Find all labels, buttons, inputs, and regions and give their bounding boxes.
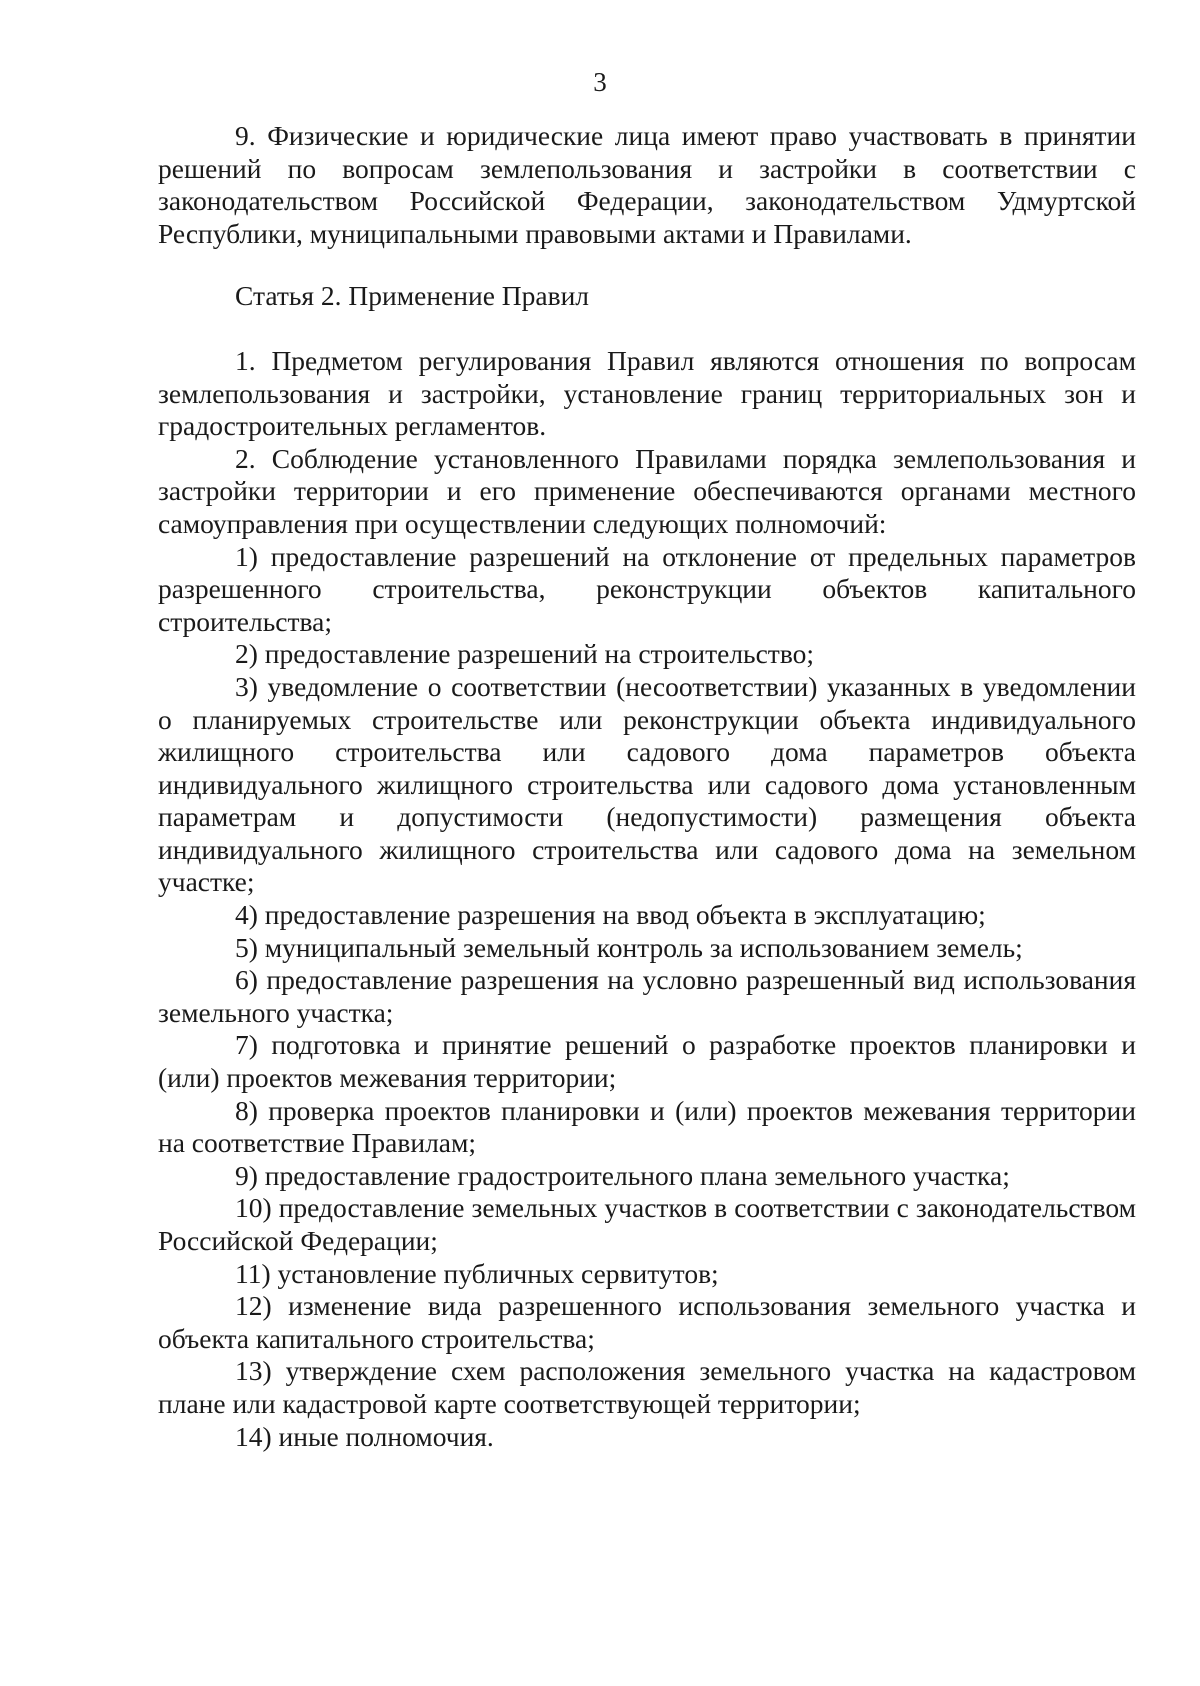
article-2-paragraph-2: 2. Соблюдение установленного Правилами порядка землепользования и застройки территории и его применение обеспечиваются органами местного самоуправления при осуществлении следующих полномочий: (158, 442, 1136, 539)
list-item-5: 5) муниципальный земельный контроль за использованием земель; (235, 931, 1023, 963)
document-body (158, 120, 1136, 1453)
list-item-13: 13) утверждение схем расположения земельного участка на кадастровом плане или кадастровой карте соответствующей территории; (158, 1355, 1136, 1419)
list-item-12: 12) изменение вида разрешенного использования земельного участка и объекта капитального строительства; (158, 1290, 1136, 1354)
list-item-11: 11) установление публичных сервитутов; (235, 1257, 719, 1289)
list-item-6: 6) предоставление разрешения на условно разрешенный вид использования земельного участка; (158, 964, 1136, 1028)
list-item-1: 1) предоставление разрешений на отклонение от предельных параметров разрешенного строительства, реконструкции объектов капитального строительства; (158, 540, 1136, 637)
list-item-14: 14) иные полномочия. (235, 1420, 494, 1452)
article-2-paragraph-1: 1. Предметом регулирования Правил являются отношения по вопросам землепользования и застройки, установление границ территориальных зон и градостроительных регламентов. (158, 344, 1136, 442)
list-item-10: 10) предоставление земельных участков в соответствии с законодательством Российской Федерации; (158, 1192, 1136, 1256)
list-item-8: 8) проверка проектов планировки и (или) проектов межевания территории на соответствие Правилам; (158, 1094, 1136, 1159)
list-item-2: 2) предоставление разрешений на строительство; (235, 638, 815, 670)
article-2-heading: Статья 2. Применение Правил (235, 280, 590, 312)
paragraph-9: 9. Физические и юридические лица имеют право участвовать в принятии решений по вопросам землепользования и застройки в соответствии с законодательством Российской Федерации, законодательством Удмуртской Республики, муниципальными правовыми актами и Правилами. (158, 120, 1136, 249)
list-item-7: 7) подготовка и принятие решений о разработке проектов планировки и (или) проектов межевания территории; (158, 1029, 1136, 1094)
page-number: 3 (593, 67, 607, 97)
list-item-3: 3) уведомление о соответствии (несоответствии) указанных в уведомлении о планируемых строительстве или реконструкции объекта индивидуального жилищного строительства или садового дома параметров объекта индивидуального жилищного строительства или садового дома установленным параметрам и допустимости (недопустимости) размещения объекта индивидуального жилищного строительства или садового дома на земельном участке; (158, 670, 1136, 898)
list-item-9: 9) предоставление градостроительного плана земельного участка; (235, 1159, 1010, 1191)
list-item-4: 4) предоставление разрешения на ввод объекта в эксплуатацию; (235, 899, 986, 931)
